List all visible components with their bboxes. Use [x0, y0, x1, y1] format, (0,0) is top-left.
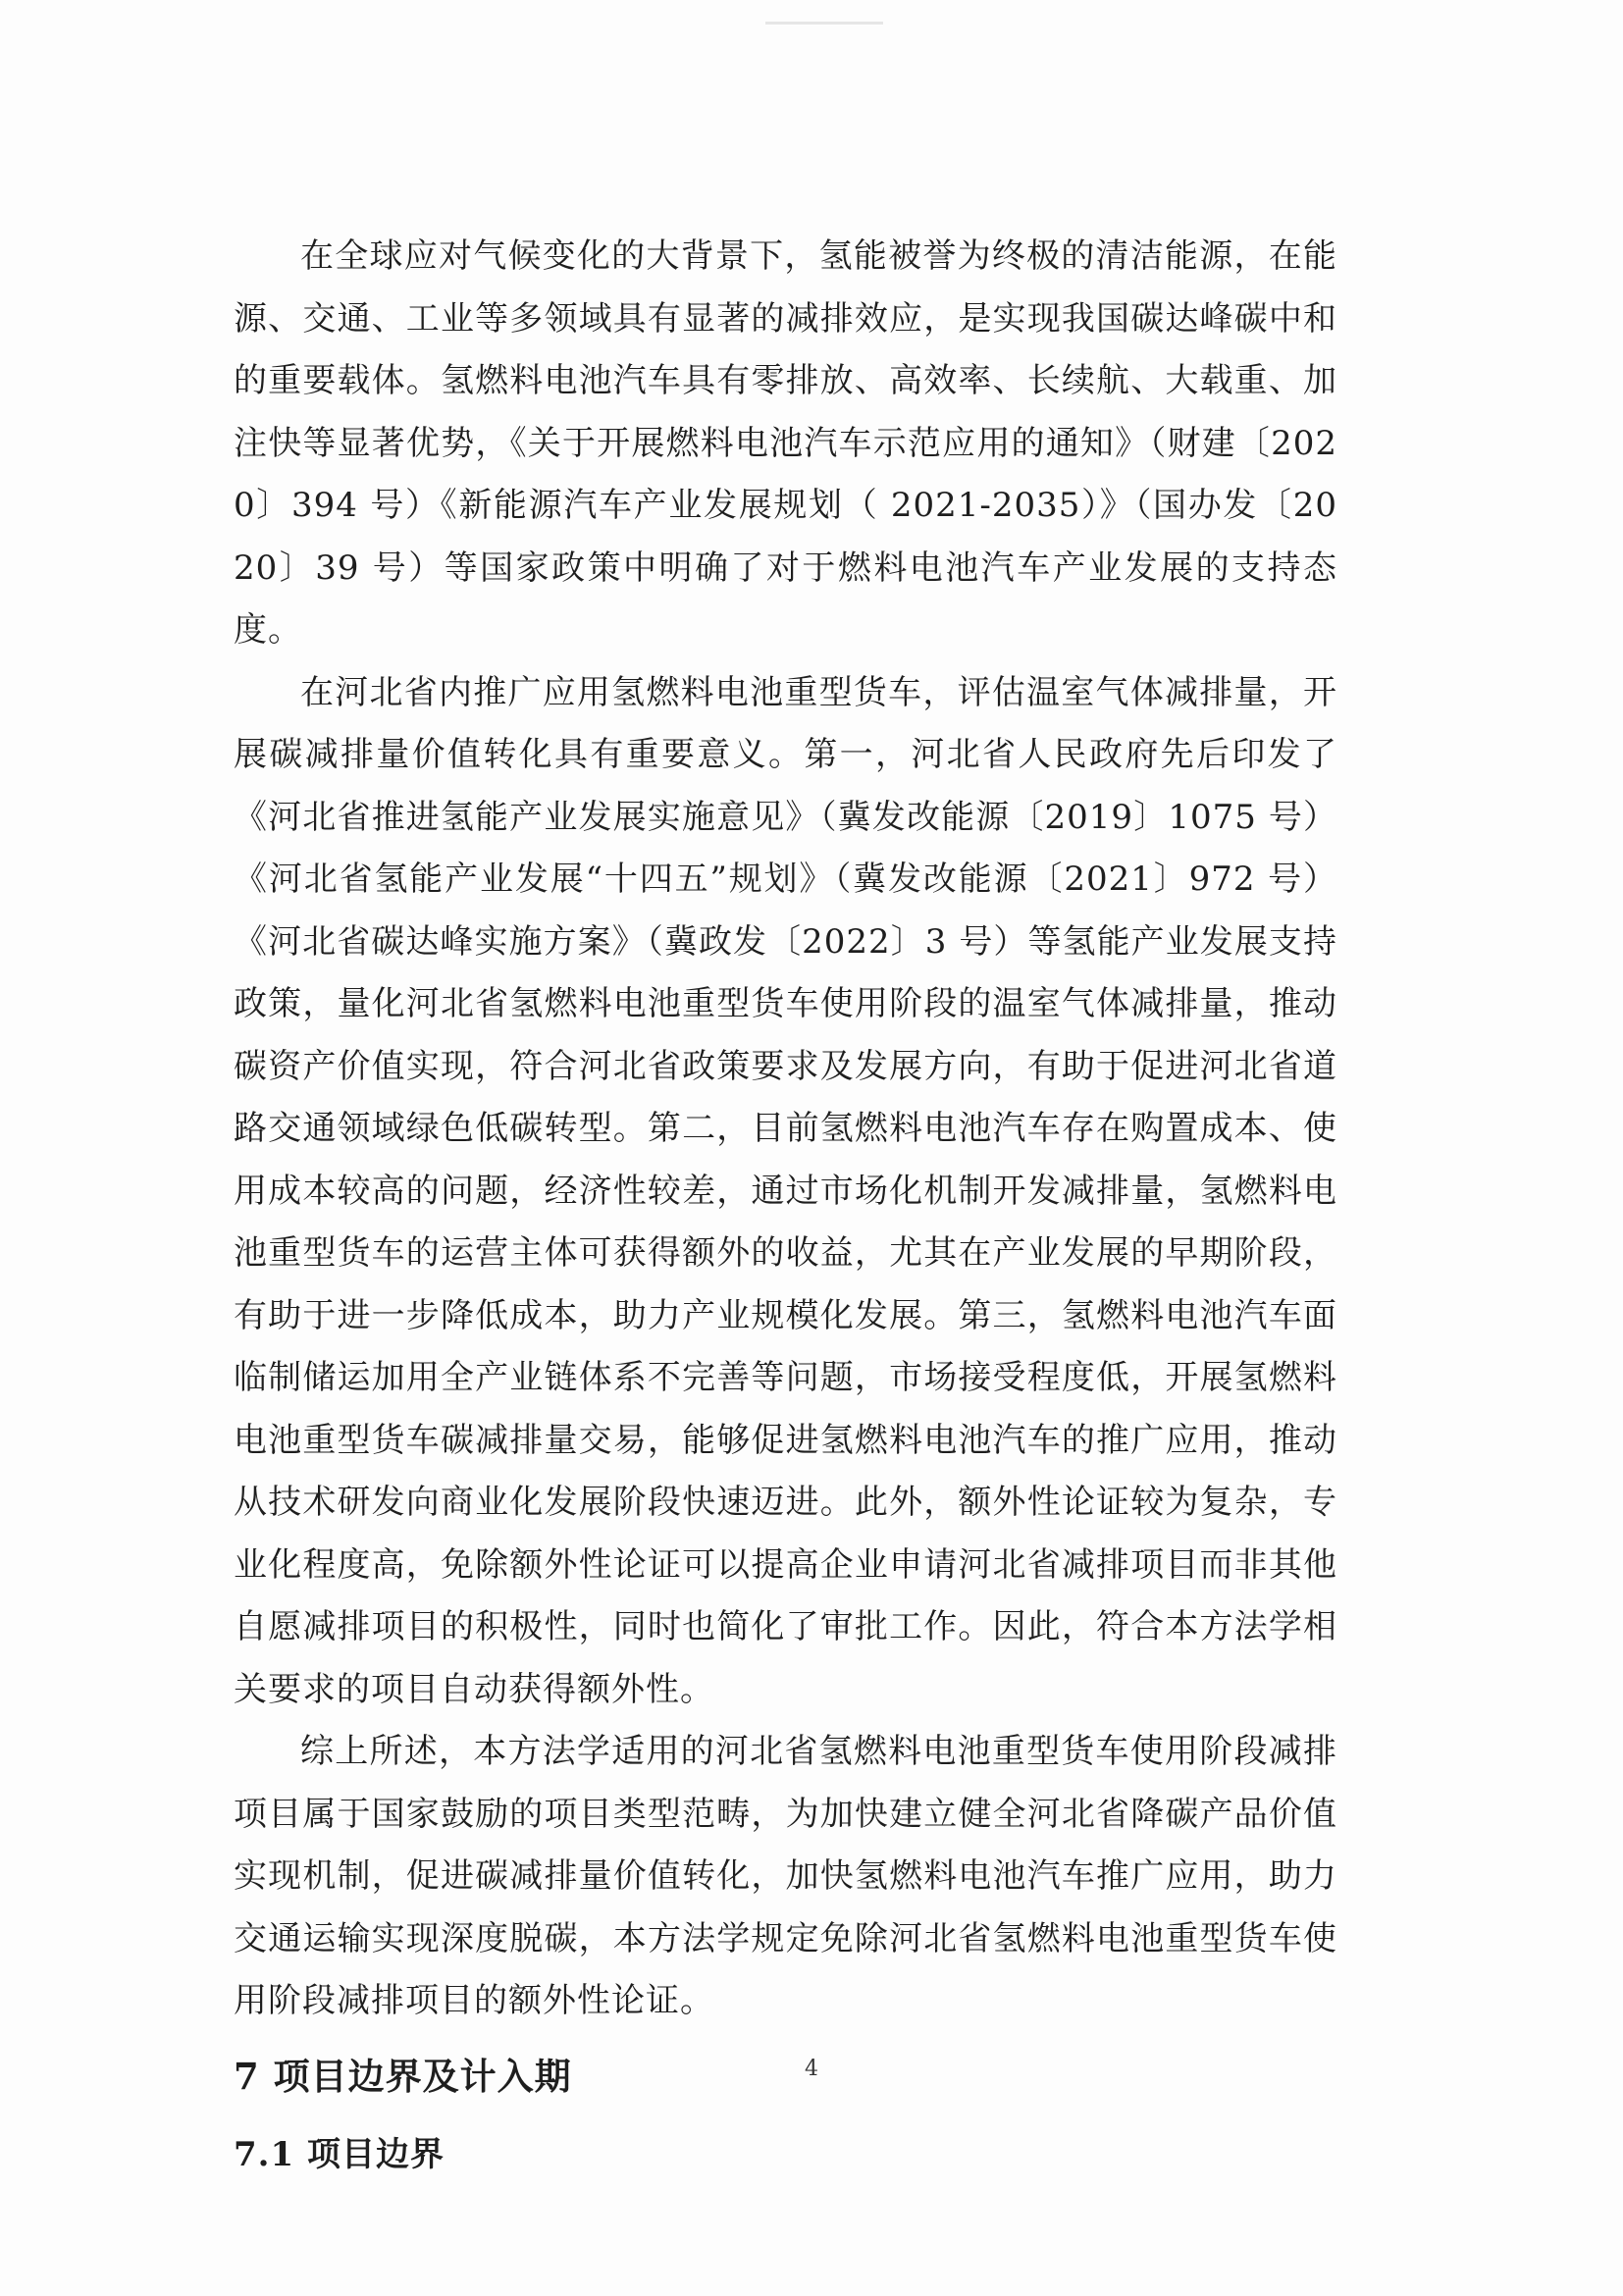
paragraph-summary: 综上所述，本方法学适用的河北省氢燃料电池重型货车使用阶段减排项目属于国家鼓励的项目类型范畴，为加快建立健全河北省降碳产品价值实现机制，促进碳减排量价值转化，加快氢燃料电池汽车推广应用，助力交通运输实现深度脱碳，本方法学规定免除河北省氢燃料电池重型货车使用阶段减排项目的额外性论证。: [234, 1732, 1337, 2020]
scan-artifact: [765, 22, 883, 25]
page-content: [234, 226, 1337, 2184]
page-number: 4: [805, 2057, 818, 2081]
subsection-heading: 7.1 项目边界: [234, 2134, 445, 2174]
section-heading: 7 项目边界及计入期: [234, 2054, 572, 2098]
paragraph-hydrogen-background: 在全球应对气候变化的大背景下，氢能被誉为终极的清洁能源，在能源、交通、工业等多领域具有显著的减排效应，是实现我国碳达峰碳中和的重要载体。氢燃料电池汽车具有零排放、高效率、长续航、大载重、加注快等显著优势，《关于开展燃料电池汽车示范应用的通知》（财建〔2020〕394 号）《新能源汽车产业发展规划（ 2021-2035）》（国办发〔2020〕39 号）等国家政策中明确了对于燃料电池汽车产业发展的支持态度。: [234, 236, 1337, 650]
paragraph-hebei-significance: 在河北省内推广应用氢燃料电池重型货车，评估温室气体减排量，开展碳减排量价值转化具有重要意义。第一，河北省人民政府先后印发了《河北省推进氢能产业发展实施意见》（冀发改能源〔2019〕1075 号）《河北省氢能产业发展“十四五”规划》（冀发改能源〔2021〕972 号）《河北省碳达峰实施方案》（冀政发〔2022〕3 号）等氢能产业发展支持政策，量化河北省氢燃料电池重型货车使用阶段的温室气体减排量，推动碳资产价值实现，符合河北省政策要求及发展方向，有助于促进河北省道路交通领域绿色低碳转型。第二，目前氢燃料电池汽车存在购置成本、使用成本较高的问题，经济性较差，通过市场化机制开发减排量，氢燃料电池重型货车的运营主体可获得额外的收益，尤其在产业发展的早期阶段，有助于进一步降低成本，助力产业规模化发展。第三，氢燃料电池汽车面临制储运加用全产业链体系不完善等问题，市场接受程度低，开展氢燃料电池重型货车碳减排量交易，能够促进氢燃料电池汽车的推广应用，推动从技术研发向商业化发展阶段快速迈进。此外，额外性论证较为复杂，专业化程度高，免除额外性论证可以提高企业申请河北省减排项目而非其他自愿减排项目的积极性，同时也简化了审批工作。因此，符合本方法学相关要求的项目自动获得额外性。: [234, 672, 1337, 1709]
